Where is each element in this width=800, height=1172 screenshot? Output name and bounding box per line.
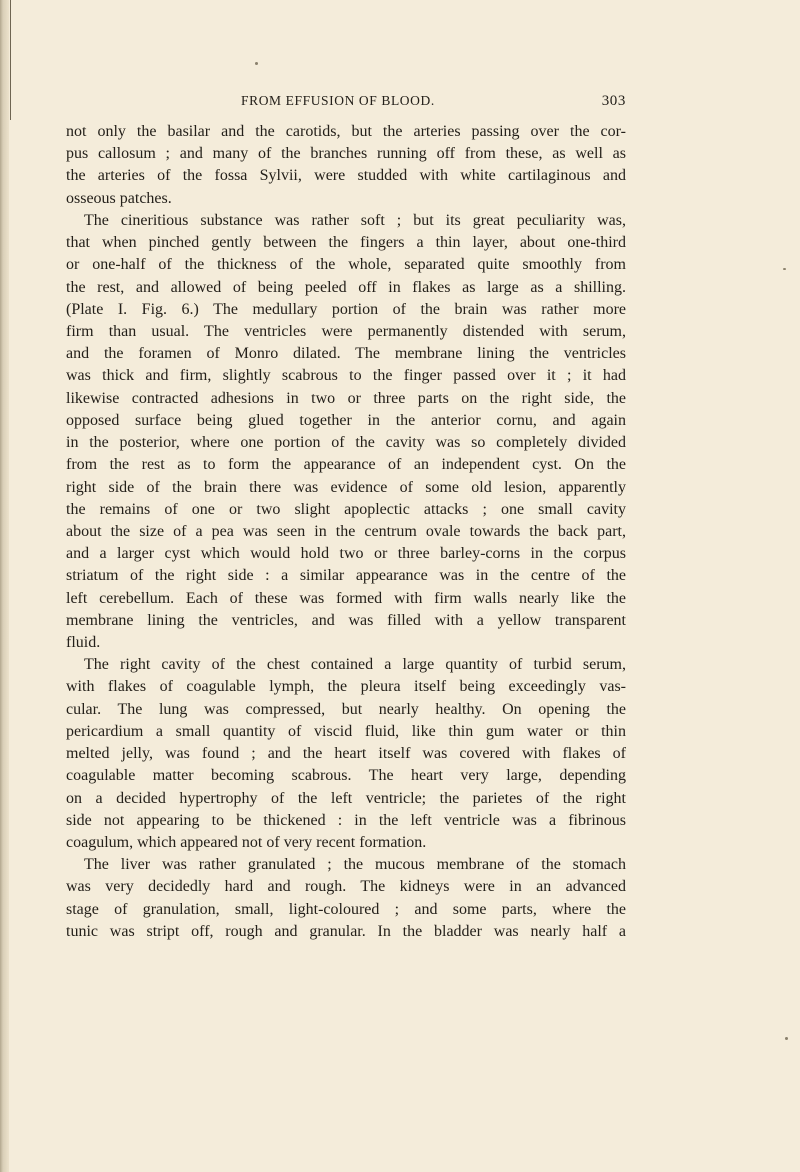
text-line: was thick and firm, slightly scabrous to the finger passed over it ; it had <box>66 367 626 385</box>
text-line: The liver was rather granulated ; the mucous membrane of the stomach <box>84 856 626 874</box>
running-title: FROM EFFUSION OF BLOOD. <box>241 93 435 108</box>
text-line: or one-half of the thickness of the whole, separated quite smoothly from <box>66 256 626 274</box>
paper-speck <box>783 268 786 270</box>
text-line: coagulum, which appeared not of very recent formation. <box>66 834 427 851</box>
text-line: likewise contracted adhesions in two or three parts on the right side, the <box>66 389 626 407</box>
running-header <box>66 93 626 113</box>
page-number: 303 <box>601 93 626 109</box>
text-line: fluid. <box>66 634 101 652</box>
text-line: the remains of one or two slight apoplectic attacks ; one small cavity <box>66 500 626 518</box>
text-line: firm than usual. The ventricles were permanently distended with serum, <box>66 322 626 340</box>
text-line: was very decidedly hard and rough. The kidneys were in an advanced <box>66 878 626 896</box>
paper-speck <box>255 62 258 65</box>
text-line: with flakes of coagulable lymph, the pleura itself being exceedingly vas- <box>66 678 626 696</box>
text-line: and a larger cyst which would hold two or three barley-corns in the corpus <box>66 545 626 563</box>
text-line: from the rest as to form the appearance of an independent cyst. On the <box>66 456 626 474</box>
text-line: membrane lining the ventricles, and was filled with a yellow transparent <box>66 611 626 629</box>
text-line: and the foramen of Monro dilated. The membrane lining the ventricles <box>66 345 626 363</box>
text-line: The cineritious substance was rather soft ; but its great peculiarity was, <box>84 211 626 229</box>
text-line: the arteries of the fossa Sylvii, were studded with white cartilaginous and <box>66 167 626 185</box>
text-line: that when pinched gently between the fingers a thin layer, about one-third <box>66 234 626 252</box>
text-line: not only the basilar and the carotids, but the arteries passing over the cor- <box>66 123 626 140</box>
text-line: The right cavity of the chest contained a large quantity of turbid serum, <box>84 656 626 674</box>
text-line: opposed surface being glued together in the anterior cornu, and again <box>66 411 626 429</box>
text-line: in the posterior, where one portion of the cavity was so completely divided <box>66 434 626 452</box>
text-line: coagulable matter becoming scabrous. The heart very large, depending <box>66 767 626 785</box>
text-line: stage of granulation, small, light-coloured ; and some parts, where the <box>66 900 626 918</box>
text-line: striatum of the right side : a similar appearance was in the centre of the <box>66 567 626 585</box>
text-line: about the size of a pea was seen in the centrum ovale towards the back part, <box>66 522 626 540</box>
page-gutter-edge <box>0 0 9 1172</box>
text-line: the rest, and allowed of being peeled off in flakes as large as a shilling. <box>66 278 626 296</box>
text-line: right side of the brain there was evidence of some old lesion, apparently <box>66 478 626 496</box>
text-line: (Plate I. Fig. 6.) The medullary portion of the brain was rather more <box>66 300 626 318</box>
text-line: pericardium a small quantity of viscid fluid, like thin gum water or thin <box>66 722 626 740</box>
text-line: cular. The lung was compressed, but nearly healthy. On opening the <box>66 700 626 718</box>
gutter-rule <box>10 0 11 120</box>
text-line: side not appearing to be thickened : in the left ventricle was a fibrinous <box>66 811 626 829</box>
text-line: left cerebellum. Each of these was formed with firm walls nearly like the <box>66 589 626 607</box>
text-line: melted jelly, was found ; and the heart itself was covered with flakes of <box>66 745 626 763</box>
paper-speck <box>785 1037 788 1040</box>
text-line: tunic was stript off, rough and granular. In the bladder was nearly half a <box>66 922 626 940</box>
text-line: osseous patches. <box>66 189 172 207</box>
text-line: pus callosum ; and many of the branches running off from these, as well as <box>66 145 626 163</box>
text-line: on a decided hypertrophy of the left ventricle; the parietes of the right <box>66 789 626 807</box>
body-text <box>66 121 626 943</box>
